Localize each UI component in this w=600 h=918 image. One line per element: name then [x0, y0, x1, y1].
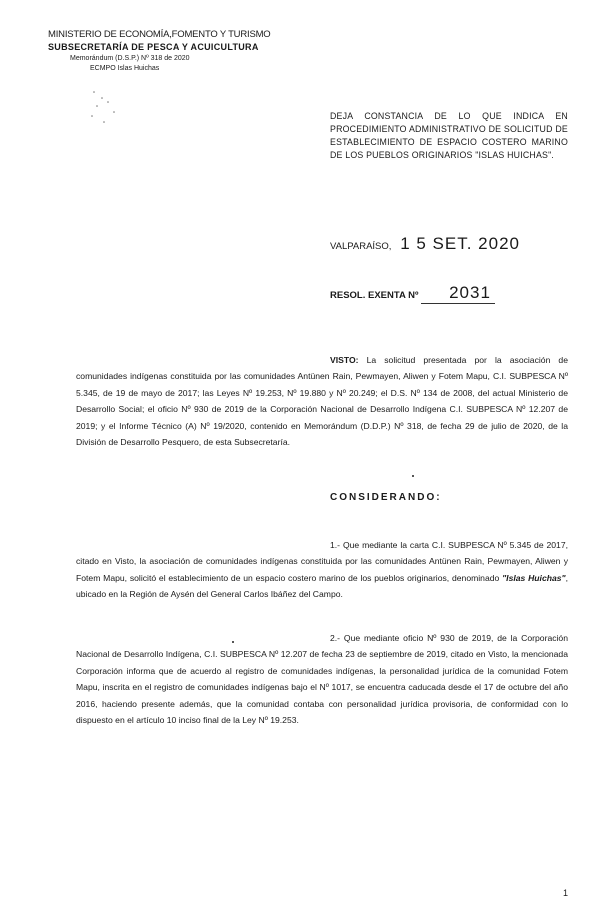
ministry-name: MINISTERIO DE ECONOMÍA,FOMENTO Y TURISMO — [48, 29, 271, 40]
item-text: Que mediante oficio Nº 930 de 2019, de la Corporación Nacional de Desarrollo Indígena, C.I. SUBPESCA Nº 12.207 de fecha 23 de septiembre de 2019, citado en Visto, la mencionada Corporación informa que de acuerdo al registro de comunidades indígenas, la personalidad jurídica de la comunidad Fotem Mapu, inscrita en el registro de comunidades indígenas bajo el Nº 1017, se encuentra caducada desde el 17 de octubre del año 2016, haciendo presente además, que la comunidad contaba con personalidad jurídica provisoria, de conformidad con lo dispuesto en el artículo 10 inciso final de la Ley Nº 19.253. — [76, 633, 568, 726]
ecmpo-reference: ECMPO Islas Huichas — [90, 65, 160, 72]
place-label: VALPARAÍSO, — [330, 241, 392, 252]
resolution-number-line — [330, 283, 495, 304]
item-emphasis: "Islas Huichas" — [502, 572, 566, 583]
page-number: 1 — [562, 888, 568, 898]
scan-dot — [412, 475, 414, 477]
considerando-item-1 — [76, 537, 568, 603]
resolution-summary: DEJA CONSTANCIA DE LO QUE INDICA EN PROCEDIMIENTO ADMINISTRATIVO DE SOLICITUD DE ESTABLECIMIENTO DE ESPACIO COSTERO MARINO DE LOS PUEBLOS ORIGINARIOS "ISLAS HUICHAS". — [330, 111, 568, 160]
resolution-label: RESOL. EXENTA Nº — [330, 290, 419, 301]
considerando-item-2 — [76, 630, 568, 728]
date-stamp: 1 5 SET. 2020 — [400, 234, 521, 253]
subsecretaria-name: SUBSECRETARÍA DE PESCA Y ACUICULTURA — [48, 42, 259, 52]
resolution-number: 2031 — [421, 283, 495, 304]
memo-reference: Memorándum (D.S.P.) Nº 318 de 2020 — [70, 55, 190, 62]
item-number: 1.- — [330, 540, 341, 550]
letterhead — [48, 28, 271, 74]
place-and-date — [330, 234, 520, 254]
item-text: Que mediante la carta C.I. SUBPESCA Nº 5.345 de 2017, citado en Visto, la asociación de comunidades indígenas constituida por las comunidades Antünen Rain, Pewmayen, Aliwen y Fotem Mapu, solicitó el establecimiento de un espacio costero marino de los pueblos originarios, denominado — [76, 540, 568, 583]
considerando-heading: CONSIDERANDO: — [330, 492, 442, 503]
visto-paragraph — [76, 352, 568, 450]
scan-marks — [88, 88, 128, 128]
item-number: 2.- — [330, 633, 341, 643]
item-text-after: , ubicado en la Región de Aysén del General Carlos Ibáñez del Campo. — [76, 572, 568, 600]
visto-text: La solicitud presentada por la asociación de comunidades indígenas constituida por las comunidades Antünen Rain, Pewmayen, Aliwen y Fotem Mapu, C.I. SUBPESCA Nº 5.345, de 19 de mayo de 2017; las Leyes Nº 19.253, Nº 19.880 y Nº 20.249; el D.S. Nº 134 de 2008, del actual Ministerio de Desarrollo Social; el oficio Nº 930 de 2019 de la Corporación Nacional de Desarrollo Indígena C.I. SUBPESCA Nº 12.207 de 2019; y el Informe Técnico (A) Nº 19/2020, contenido en Memorándum (D.D.P.) Nº 318, de fecha 29 de julio de 2020, de la División de Desarrollo Pesquero, de esta Subsecretaría. — [76, 355, 568, 448]
visto-label: VISTO: — [330, 355, 359, 365]
